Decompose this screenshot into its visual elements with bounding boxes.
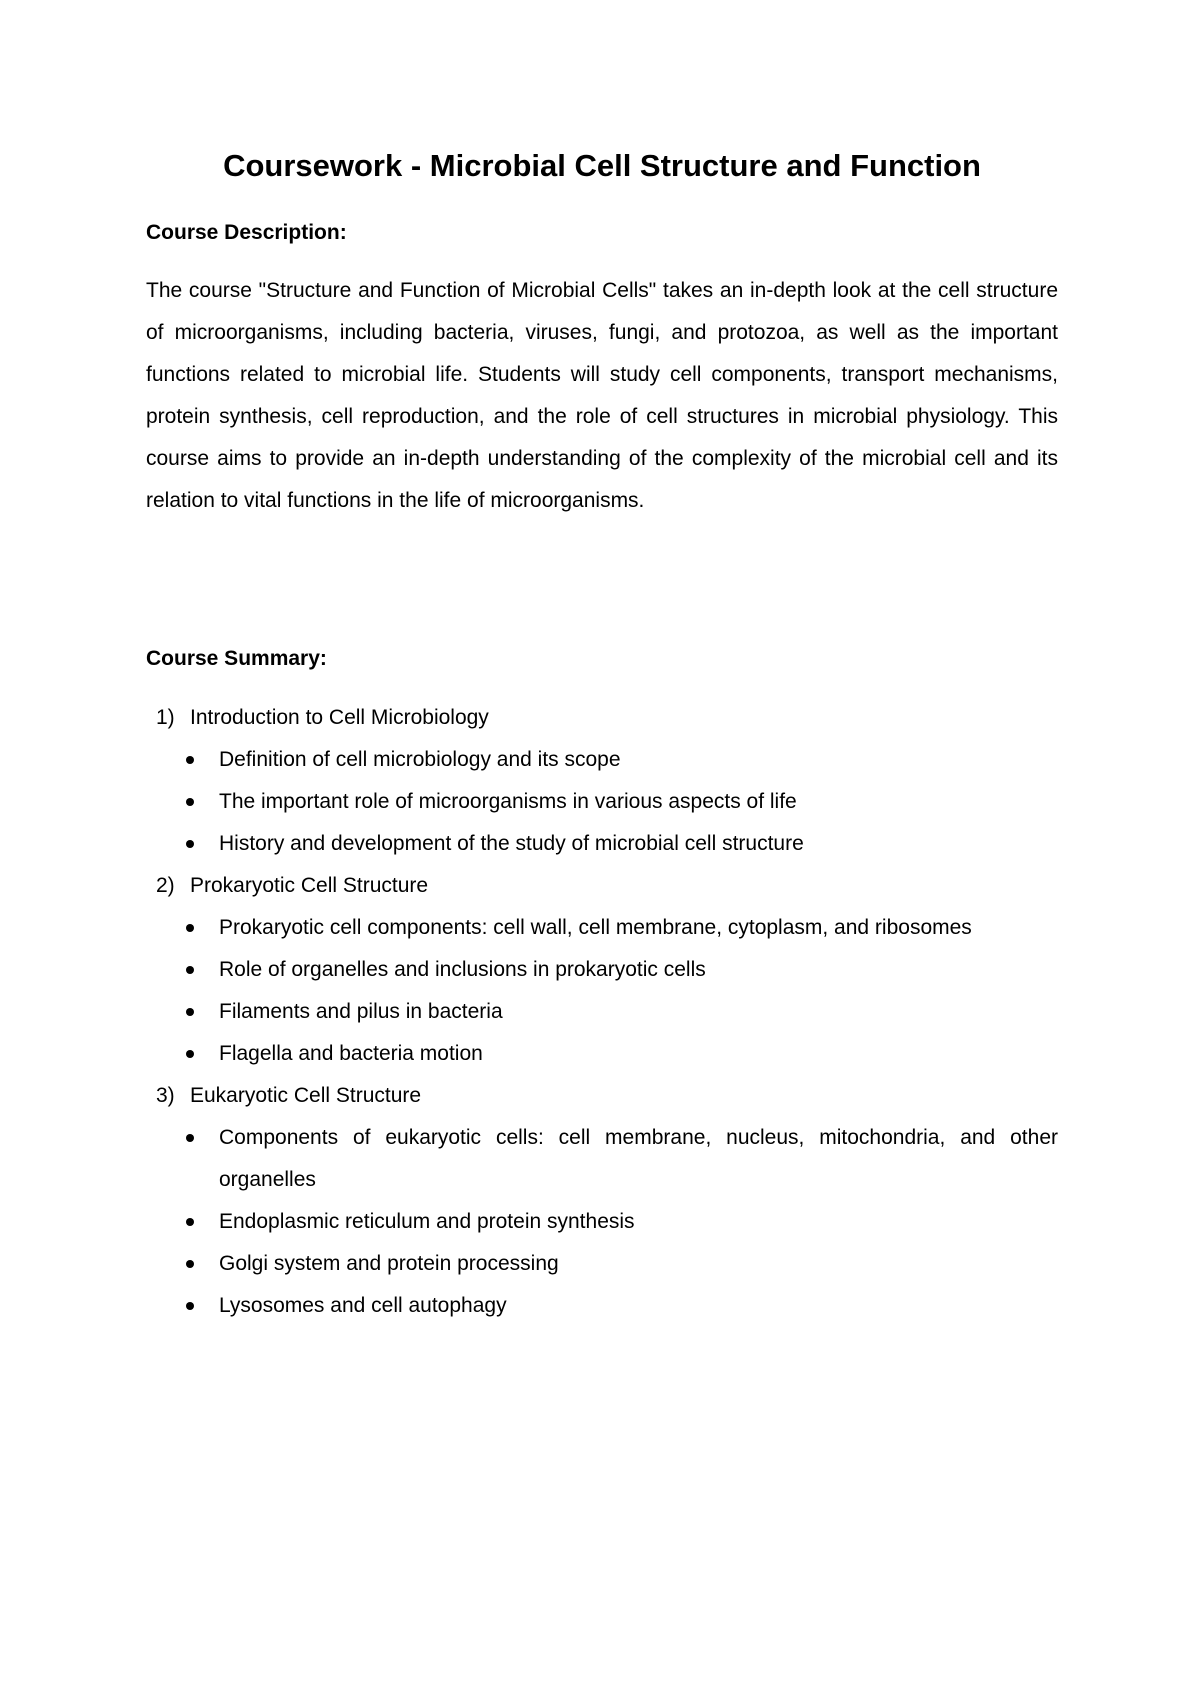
bullet-text: Filaments and pilus in bacteria: [219, 1000, 503, 1023]
section-number: 1): [156, 706, 175, 729]
bullet-text: Flagella and bacteria motion: [219, 1042, 483, 1065]
bullet-icon: [186, 1050, 194, 1058]
document-title: Coursework - Microbial Cell Structure and Function: [223, 148, 981, 183]
bullet-item: [146, 739, 1058, 781]
bullet-icon: [186, 1260, 194, 1268]
bullet-item: [146, 991, 1058, 1033]
course-summary-list: [146, 697, 1058, 1327]
bullet-item: [146, 1285, 1058, 1327]
bullet-icon: [186, 924, 194, 932]
bullet-icon: [186, 1134, 194, 1142]
bullet-text: Endoplasmic reticulum and protein synthesis: [219, 1210, 635, 1233]
bullet-item: [146, 1201, 1058, 1243]
bullet-item: [146, 907, 1058, 949]
bullet-icon: [186, 966, 194, 974]
bullet-icon: [186, 798, 194, 806]
description-heading: Course Description:: [146, 221, 347, 244]
bullet-text: History and development of the study of microbial cell structure: [219, 832, 804, 855]
section-title: Prokaryotic Cell Structure: [190, 874, 429, 897]
summary-section: [146, 697, 1058, 865]
bullet-item: [146, 1243, 1058, 1285]
bullet-item: [146, 1033, 1058, 1075]
bullet-item: [146, 781, 1058, 823]
bullet-item: [146, 949, 1058, 991]
section-title: Introduction to Cell Microbiology: [190, 706, 489, 729]
bullet-text: Role of organelles and inclusions in prokaryotic cells: [219, 958, 706, 981]
section-heading: [146, 1075, 1058, 1117]
summary-section: [146, 1075, 1058, 1327]
section-bullet-list: [146, 739, 1058, 865]
section-bullet-list: [146, 1117, 1058, 1327]
bullet-item: [146, 823, 1058, 865]
bullet-icon: [186, 756, 194, 764]
section-number: 3): [156, 1084, 175, 1107]
description-paragraph: The course "Structure and Function of Microbial Cells" takes an in-depth look at the cell structure of microorganisms, including bacteria, viruses, fungi, and protozoa, as well as the important functions related to microbial life. Students will study cell components, transport mechanisms, protein synthesis, cell reproduction, and the role of cell structures in microbial physiology. This course aims to provide an in-depth understanding of the complexity of the microbial cell and its relation to vital functions in the life of microorganisms.: [146, 279, 1058, 512]
summary-section: [146, 865, 1058, 1075]
bullet-text: Golgi system and protein processing: [219, 1252, 559, 1275]
bullet-text: Components of eukaryotic cells: cell membrane, nucleus, mitochondria, and other organelles: [219, 1126, 1058, 1191]
section-number: 2): [156, 874, 175, 897]
section-title: Eukaryotic Cell Structure: [190, 1084, 422, 1107]
bullet-text: The important role of microorganisms in various aspects of life: [219, 790, 797, 813]
bullet-icon: [186, 1008, 194, 1016]
bullet-text: Prokaryotic cell components: cell wall, cell membrane, cytoplasm, and ribosomes: [219, 916, 972, 939]
section-heading: [146, 865, 1058, 907]
bullet-text: Definition of cell microbiology and its scope: [219, 748, 621, 771]
bullet-icon: [186, 1302, 194, 1310]
section-bullet-list: [146, 907, 1058, 1075]
bullet-item: [146, 1117, 1058, 1201]
bullet-icon: [186, 1218, 194, 1226]
summary-heading: Course Summary:: [146, 647, 327, 670]
bullet-text: Lysosomes and cell autophagy: [219, 1294, 507, 1317]
section-heading: [146, 697, 1058, 739]
bullet-icon: [186, 840, 194, 848]
